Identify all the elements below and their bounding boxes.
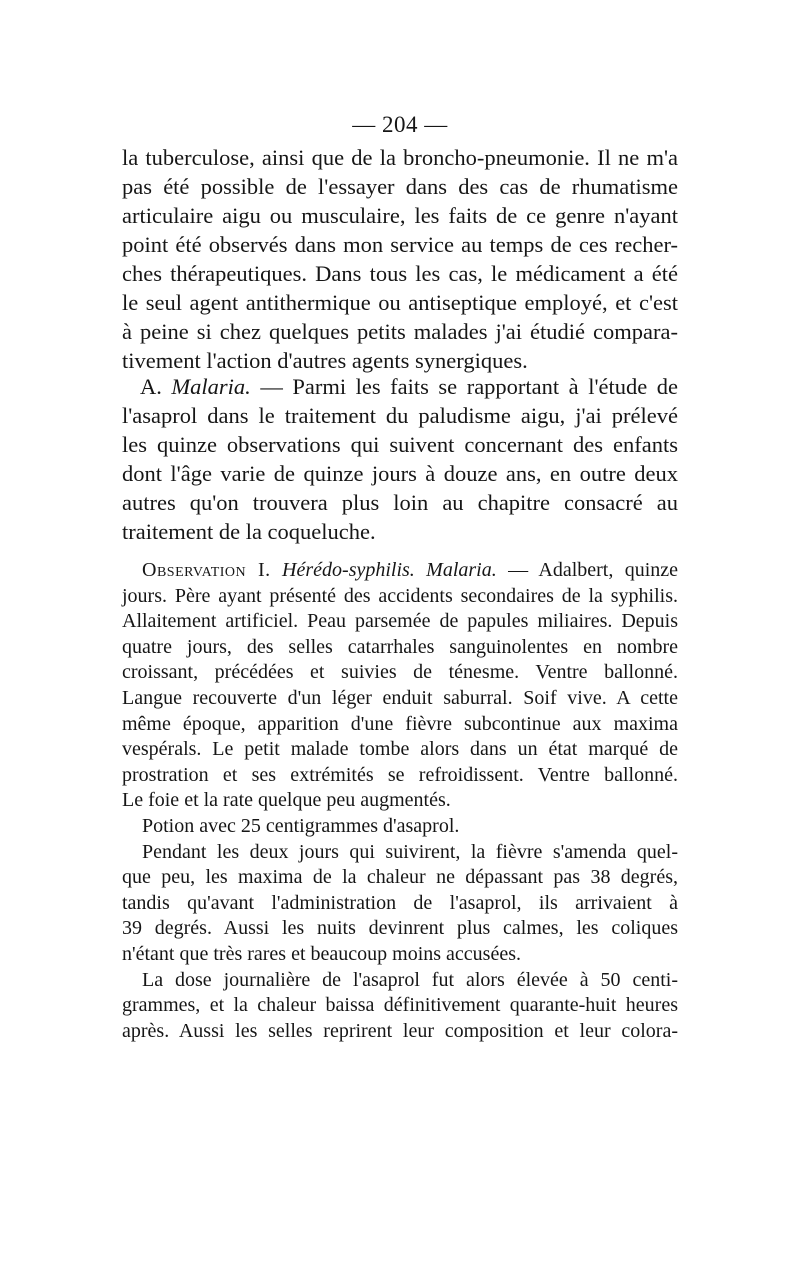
observation-block xyxy=(122,558,678,1044)
text-line: vespérals. Le petit malade tombe alors dans un état marqué de xyxy=(122,738,678,761)
text-line: n'étant que très rares et beaucoup moins accusées. xyxy=(122,942,521,965)
text-line: tivement l'action d'autres agents synergiques. xyxy=(122,348,528,373)
section-prefix: A. xyxy=(140,374,162,399)
text-line: après. Aussi les selles reprirent leur composition et leur colora- xyxy=(122,1019,678,1042)
section-malaria xyxy=(122,372,678,546)
text-line: pas été possible de l'essayer dans des cas de rhumatisme xyxy=(122,174,678,199)
section-heading-line xyxy=(122,372,678,401)
text-line: croissant, précédées et suivies de ténesme. Ventre ballonné. xyxy=(122,661,678,684)
section-title: Malaria. xyxy=(171,374,251,399)
section-text: — Parmi les faits se rapportant à l'étude de xyxy=(260,374,678,399)
observation-title: Hérédo-syphilis. Malaria. xyxy=(282,559,497,581)
text-line: point été observés dans mon service au temps de ces recher- xyxy=(122,232,678,257)
text-line: le seul agent antithermique ou antiseptique employé, et c'est xyxy=(122,290,678,315)
text-line: à peine si chez quelques petits malades j'ai étudié compara- xyxy=(122,319,678,344)
text-line: la tuberculose, ainsi que de la broncho-pneumonie. Il ne m'a xyxy=(122,145,678,170)
text-line: Pendant les deux jours qui suivirent, la fièvre s'amenda quel- xyxy=(142,840,678,863)
text-line: La dose journalière de l'asaprol fut alors élevée à 50 centi- xyxy=(142,968,678,991)
text-line: autres qu'on trouvera plus loin au chapitre consacré au xyxy=(122,490,678,515)
page-number: — 204 — xyxy=(352,112,448,137)
observation-text: — Adalbert, quinze xyxy=(508,559,679,581)
text-line: tandis qu'avant l'administration de l'asaprol, ils arrivaient à xyxy=(122,891,678,914)
text-line: même époque, apparition d'une fièvre subcontinue aux maxima xyxy=(122,712,678,735)
text-line: 39 degrés. Aussi les nuits devinrent plus calmes, les coliques xyxy=(122,917,678,940)
observation-label: Observation I. xyxy=(142,559,271,581)
text-line: traitement de la coqueluche. xyxy=(122,519,376,544)
text-line: les quinze observations qui suivent concernant des enfants xyxy=(122,432,678,457)
text-line: jours. Père ayant présenté des accidents secondaires de la syphilis. xyxy=(122,584,678,607)
text-line: Langue recouverte d'un léger enduit saburral. Soif vive. A cette xyxy=(122,686,678,709)
text-line: Allaitement artificiel. Peau parsemée de papules miliaires. Depuis xyxy=(122,610,678,633)
text-line: que peu, les maxima de la chaleur ne dépassant pas 38 degrés, xyxy=(122,866,678,889)
text-line: l'asaprol dans le traitement du paludisme aigu, j'ai prélevé xyxy=(122,403,678,428)
text-line: quatre jours, des selles catarrhales sanguinolentes en nombre xyxy=(122,635,678,658)
text-line: grammes, et la chaleur baissa définitivement quarante-huit heures xyxy=(122,994,678,1017)
text-line: articulaire aigu ou musculaire, les faits de ce genre n'ayant xyxy=(122,203,678,228)
intro-paragraph xyxy=(122,143,678,375)
text-line: dont l'âge varie de quinze jours à douze ans, en outre deux xyxy=(122,461,678,486)
text-line: Le foie et la rate quelque peu augmentés. xyxy=(122,789,451,812)
text-line: prostration et ses extrémités se refroidissent. Ventre ballonné. xyxy=(122,763,678,786)
text-line: ches thérapeutiques. Dans tous les cas, le médicament a été xyxy=(122,261,678,286)
text-line: Potion avec 25 centigrammes d'asaprol. xyxy=(142,814,460,837)
observation-heading-line xyxy=(122,558,678,584)
